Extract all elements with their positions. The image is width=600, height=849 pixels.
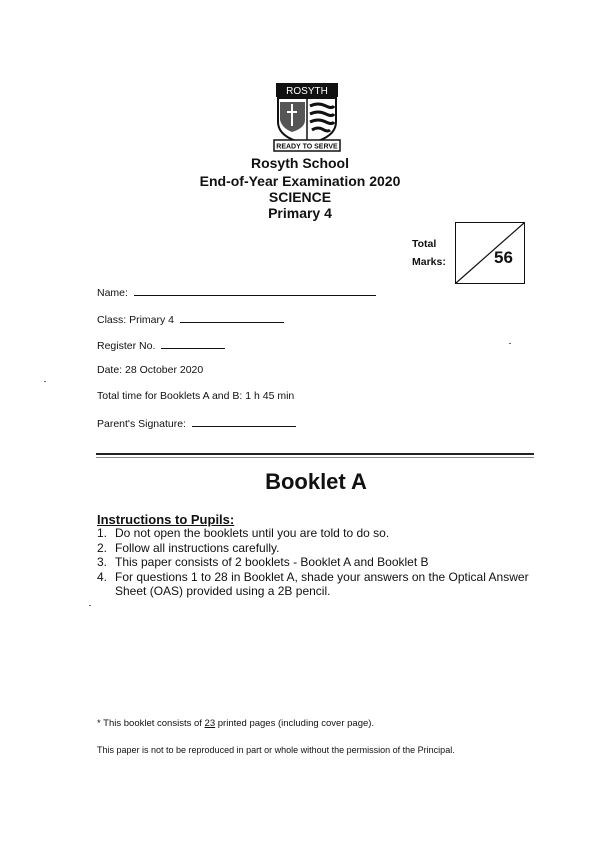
instruction-number: 4. [97, 569, 108, 584]
instruction-text: Do not open the booklets until you are told to do so. [115, 526, 390, 540]
section-divider-shadow [96, 457, 534, 458]
copyright-notice: This paper is not to be reproduced in part or whole without the permission of the Principal. [97, 745, 455, 755]
name-field [97, 285, 376, 300]
scan-speck [44, 381, 46, 382]
instruction-item [97, 526, 537, 541]
name-label: Name: [97, 287, 128, 299]
class-field [97, 312, 284, 327]
name-blank-line [134, 285, 376, 296]
signature-label: Parent's Signature: [97, 418, 186, 430]
page-count-prefix: * This booklet consists of [97, 718, 205, 729]
register-blank-line [161, 338, 225, 349]
marks-label: Marks: [412, 256, 446, 268]
school-crest-logo [272, 82, 342, 154]
page-count-note [97, 718, 374, 729]
signature-blank-line [192, 416, 296, 427]
register-field [97, 338, 225, 353]
instructions-heading: Instructions to Pupils: [97, 512, 235, 527]
crest-motto-text: READY TO SERVE [276, 143, 338, 151]
crest-banner-text: ROSYTH [286, 86, 328, 97]
instruction-number: 3. [97, 555, 108, 569]
instructions-list [97, 526, 537, 599]
instruction-text: This paper consists of 2 booklets - Booklet A and Booklet B [115, 555, 429, 569]
booklet-title: Booklet A [265, 469, 367, 494]
scan-speck [509, 343, 511, 344]
instruction-item [97, 570, 537, 599]
total-label: Total [412, 238, 437, 250]
date-field: Date: 28 October 2020 [97, 364, 204, 376]
page-count-suffix: printed pages (including cover page). [215, 718, 375, 729]
instruction-text: Follow all instructions carefully. [115, 540, 280, 555]
class-blank-line [180, 312, 284, 323]
time-field: Total time for Booklets A and B: 1 h 45 min [97, 390, 295, 402]
class-label: Class: Primary 4 [97, 314, 175, 326]
section-divider [96, 453, 534, 455]
level-title: Primary 4 [268, 205, 332, 221]
instruction-item [97, 541, 537, 556]
instruction-number: 1. [97, 526, 108, 540]
scan-speck [89, 605, 91, 606]
school-name: Rosyth School [250, 155, 349, 171]
instruction-number: 2. [97, 540, 108, 555]
subject-title: SCIENCE [268, 189, 332, 205]
instruction-item [97, 555, 537, 570]
register-label: Register No. [97, 340, 156, 352]
page-count-number: 23 [204, 718, 216, 729]
exam-title: End-of-Year Examination 2020 [199, 173, 401, 189]
marks-divider-slash [455, 222, 525, 284]
instruction-text: For questions 1 to 28 in Booklet A, shade your answers on the Optical Answer Sheet (OAS) provided using a 2B pencil. [115, 569, 529, 598]
signature-field [97, 416, 296, 431]
total-marks-value: 56 [494, 248, 513, 267]
